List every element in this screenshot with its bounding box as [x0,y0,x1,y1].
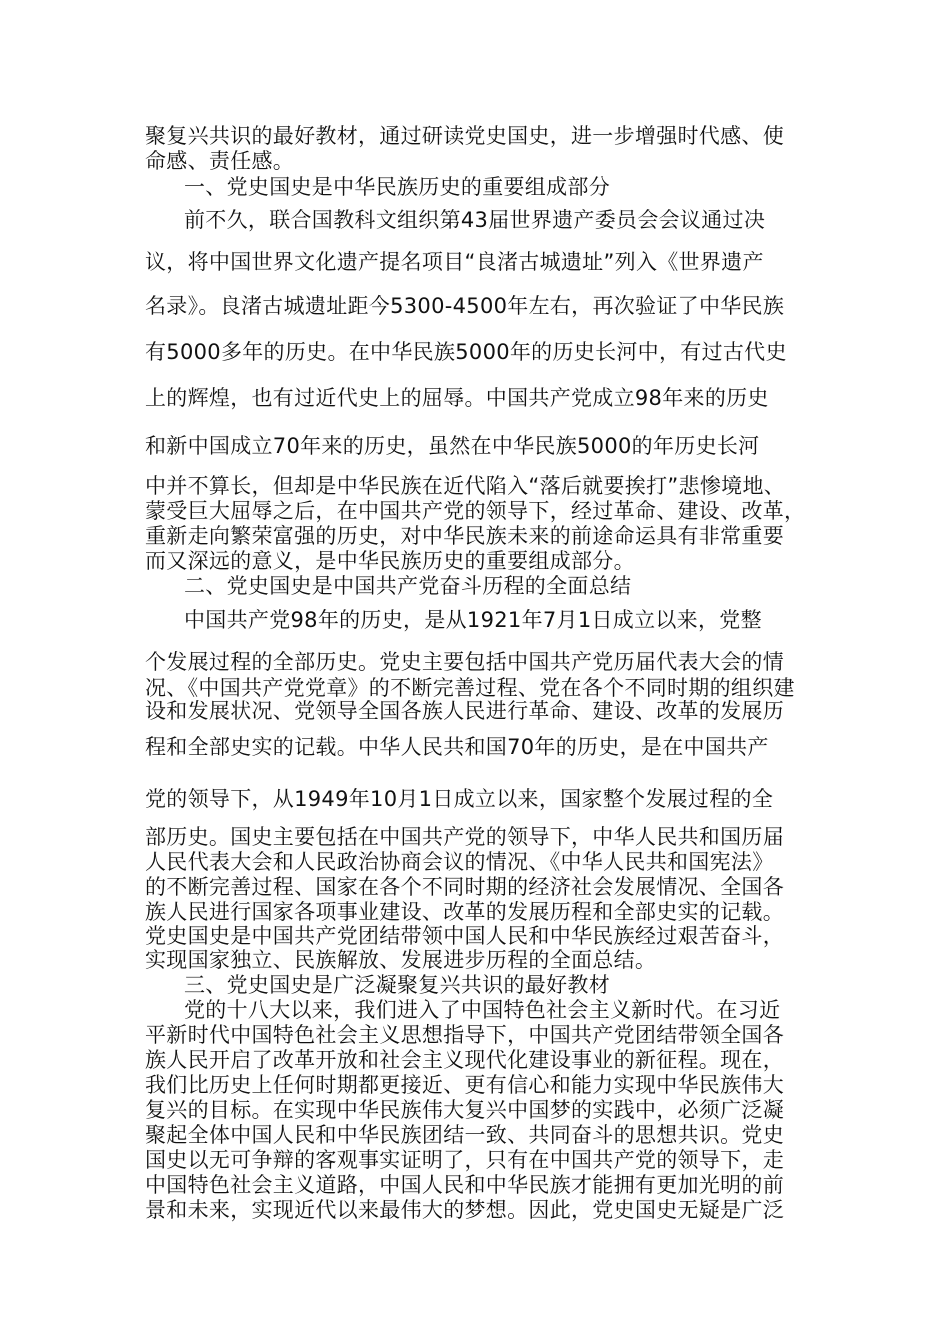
text-line: 平新时代中国特色社会主义思想指导下，中国共产党团结带领全国各 [145,1023,784,1047]
text-line: 中国特色社会主义道路，中国人民和中华民族才能拥有更加光明的前 [145,1173,784,1197]
text-line: 中国共产党98年的历史，是从1921年7月1日成立以来，党整 [184,608,762,632]
text-line: 景和未来，实现近代以来最伟大的梦想。因此，党史国史无疑是广泛 [145,1198,784,1222]
text-line: 而又深远的意义，是中华民族历史的重要组成部分。 [145,549,635,573]
text-line: 党的领导下，从1949年10月1日成立以来，国家整个发展过程的全 [145,787,774,811]
section-heading-2: 二、党史国史是中国共产党奋斗历程的全面总结 [184,574,632,598]
text-line: 国史以无可争辩的客观事实证明了，只有在中国共产党的领导下，走 [145,1148,784,1172]
section-heading-1: 一、党史国史是中华民族历史的重要组成部分 [184,175,610,199]
text-line: 我们比历史上任何时期都更接近、更有信心和能力实现中华民族伟大 [145,1073,784,1097]
section-heading-3: 三、党史国史是广泛凝聚复兴共识的最好教材 [184,973,610,997]
text-line: 议，将中国世界文化遗产提名项目“良渚古城遗址”列入《世界遗产 [145,250,764,274]
text-line: 聚起全体中国人民和中华民族团结一致、共同奋斗的思想共识。党史 [145,1123,784,1147]
text-line: 有5000多年的历史。在中华民族5000年的历史长河中，有过古代史 [145,340,787,364]
text-line: 个发展过程的全部历史。党史主要包括中国共产党历届代表大会的情 [145,650,784,674]
text-line: 蒙受巨大屈辱之后，在中国共产党的领导下，经过革命、建设、改革， [145,499,806,523]
text-line: 部历史。国史主要包括在中国共产党的领导下，中华人民共和国历届 [145,825,784,849]
text-line: 设和发展状况、党领导全国各族人民进行革命、建设、改革的发展历 [145,699,784,723]
text-line: 程和全部史实的记载。中华人民共和国70年的历史，是在中国共产 [145,735,769,759]
text-line: 重新走向繁荣富强的历史，对中华民族未来的前途命运具有非常重要 [145,524,784,548]
text-line: 党的十八大以来，我们进入了中国特色社会主义新时代。在习近 [184,998,781,1022]
text-line: 的不断完善过程、国家在各个不同时期的经济社会发展情况、全国各 [145,875,784,899]
text-line: 中并不算长，但却是中华民族在近代陷入“落后就要挨打”悲惨境地、 [145,474,786,498]
text-line: 上的辉煌，也有过近代史上的屈辱。中国共产党成立98年来的历史 [145,386,769,410]
text-line: 党史国史是中国共产党团结带领中国人民和中华民族经过艰苦奋斗， [145,924,784,948]
text-line: 和新中国成立70年来的历史，虽然在中华民族5000的年历史长河 [145,434,760,458]
text-line: 命感、责任感。 [145,149,295,173]
text-line: 聚复兴共识的最好教材，通过研读党史国史，进一步增强时代感、使 [145,124,784,148]
text-line: 实现国家独立、民族解放、发展进步历程的全面总结。 [145,948,657,972]
text-line: 族人民开启了改革开放和社会主义现代化建设事业的新征程。现在， [145,1048,784,1072]
text-line: 前不久，联合国教科文组织第43届世界遗产委员会会议通过决 [184,208,766,232]
text-line: 况、《中国共产党党章》的不断完善过程、党在各个不同时期的组织建 [145,676,795,700]
text-line: 名录》。良渚古城遗址距今5300-4500年左右，再次验证了中华民族 [145,294,785,318]
text-line: 复兴的目标。在实现中华民族伟大复兴中国梦的实践中，必须广泛凝 [145,1098,784,1122]
text-line: 人民代表大会和人民政治协商会议的情况、《中华人民共和国宪法》 [145,850,774,874]
text-line: 族人民进行国家各项事业建设、改革的发展历程和全部史实的记载。 [145,900,784,924]
